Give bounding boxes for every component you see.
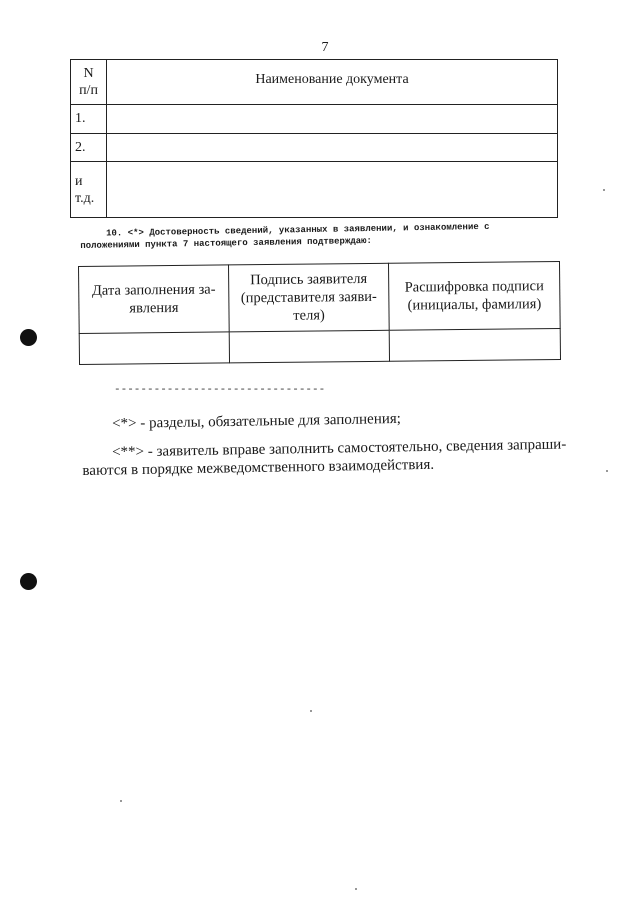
scan-speck — [120, 800, 122, 802]
row-number: 2. — [71, 134, 107, 162]
scan-speck — [603, 189, 605, 191]
footnote-optional-line1: <**> - заявитель вправе заполнить самостоятельно, сведения запраши- — [112, 436, 567, 461]
date-cell — [79, 332, 229, 365]
column-header-number — [71, 60, 107, 105]
signature-cell — [229, 330, 389, 363]
confirmation-line1: 10. <*> Достоверность сведений, указанных в заявлении, и ознакомление с — [106, 221, 490, 239]
column-header-date: Дата заполнения за-явления — [79, 265, 230, 334]
table-row — [71, 134, 558, 162]
column-header-decryption: Расшифровка подписи (инициалы, фамилия) — [388, 261, 560, 330]
signature-table — [78, 261, 561, 365]
punch-hole — [20, 329, 37, 346]
page-number: 7 — [321, 40, 329, 55]
row-number-line1: и — [75, 173, 83, 189]
table-row — [79, 328, 560, 364]
scan-speck — [355, 888, 357, 890]
table-row — [71, 105, 558, 134]
decryption-cell — [389, 328, 560, 361]
confirmation-line2: положениями пункта 7 настоящего заявления подтверждаю: — [80, 235, 373, 251]
documents-table-header — [71, 60, 558, 105]
confirmation-text — [80, 220, 562, 252]
row-number — [71, 162, 107, 218]
table-row — [71, 162, 558, 218]
punch-hole — [20, 573, 37, 590]
signature-table-header — [79, 261, 561, 333]
document-name-cell — [107, 105, 558, 134]
column-header-number-line1: N — [83, 66, 94, 81]
row-number-line2: т.д. — [75, 190, 95, 206]
scan-speck — [606, 470, 608, 472]
row-number: 1. — [71, 105, 107, 134]
footnote-optional-line2: ваются в порядке межведомственного взаимодействия. — [82, 456, 435, 479]
column-header-number-line2: п/п — [79, 83, 98, 98]
footnote-optional — [82, 435, 583, 480]
footnote-separator: -------------------------------- — [114, 384, 326, 396]
footnote-required: <*> - разделы, обязательные для заполнения; — [112, 410, 402, 432]
column-header-signature: Подпись заявителя (представителя заяви-теля) — [228, 263, 389, 332]
scan-speck — [310, 710, 312, 712]
document-name-cell — [107, 134, 558, 162]
document-name-cell — [107, 162, 558, 218]
column-header-document-name: Наименование документа — [107, 60, 558, 105]
documents-table — [70, 59, 558, 218]
